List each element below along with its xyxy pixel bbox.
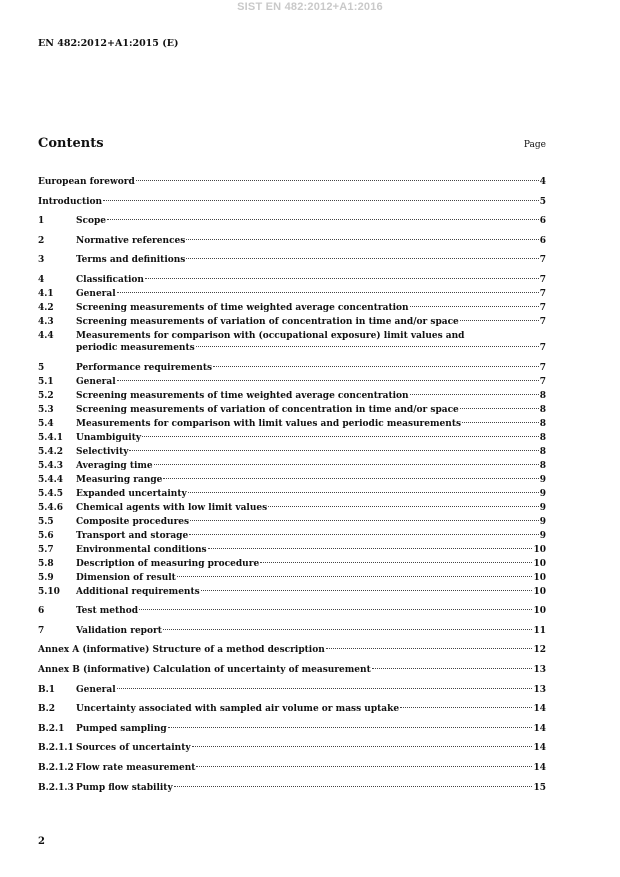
toc-entry-title: Dimension of result — [76, 572, 176, 583]
toc-entry-page: 15 — [533, 782, 546, 793]
toc-entry-number: 5.1 — [38, 376, 54, 387]
toc-entry[interactable] — [38, 723, 546, 735]
toc-entry-page: 7 — [539, 376, 546, 387]
toc-entry[interactable] — [38, 316, 546, 328]
dot-leader — [129, 450, 538, 451]
toc-entry-number: 4.1 — [38, 288, 54, 299]
toc-entry-number: 4.3 — [38, 316, 54, 327]
dot-leader — [196, 766, 532, 767]
table-of-contents — [38, 176, 546, 794]
toc-entry[interactable] — [38, 302, 546, 314]
toc-entry-number: B.2 — [38, 704, 56, 715]
dot-leader — [372, 668, 533, 669]
page-title: Contents — [38, 136, 104, 151]
toc-entry[interactable] — [38, 558, 546, 570]
toc-entry[interactable] — [38, 196, 546, 208]
toc-entry-number: 4.4 — [38, 330, 54, 341]
toc-entry-number: 5.10 — [38, 586, 60, 597]
toc-entry[interactable] — [38, 390, 546, 402]
dot-leader — [186, 239, 538, 240]
dot-leader — [326, 648, 533, 649]
toc-entry-title: European foreword — [38, 177, 135, 187]
toc-entry-title: Unambiguity — [76, 432, 142, 443]
toc-entry[interactable] — [38, 288, 546, 300]
toc-entry-page: 9 — [539, 474, 546, 485]
toc-entry-title: Averaging time — [76, 460, 153, 471]
toc-entry-title: Annex A (informative) Structure of a method description — [38, 645, 325, 656]
toc-entry[interactable] — [38, 684, 546, 696]
watermark: SIST EN 482:2012+A1:2016 — [237, 1, 383, 13]
toc-entry-page: 8 — [539, 460, 546, 471]
dot-leader — [177, 576, 533, 577]
page-column-label: Page — [523, 140, 546, 150]
toc-entry-page: 9 — [539, 530, 546, 541]
dot-leader — [186, 258, 538, 259]
toc-entry-page: 9 — [539, 488, 546, 499]
toc-entry-title: Annex B (informative) Calculation of uncertainty of measurement — [38, 664, 371, 675]
toc-entry[interactable] — [38, 418, 546, 430]
toc-entry-title: Classification — [76, 274, 144, 285]
dot-leader — [196, 346, 539, 347]
toc-entry[interactable] — [38, 530, 546, 542]
toc-entry-number: 5.4 — [38, 418, 54, 429]
dot-leader — [213, 366, 539, 367]
toc-entry-title: Pump flow stability — [76, 782, 173, 793]
toc-entry[interactable] — [38, 586, 546, 598]
dot-leader — [117, 380, 539, 381]
toc-entry-page: 7 — [539, 342, 546, 353]
toc-entry[interactable] — [38, 644, 546, 656]
toc-entry-title: Terms and definitions — [76, 255, 186, 266]
toc-entry[interactable] — [38, 742, 546, 754]
toc-entry[interactable] — [38, 460, 546, 472]
toc-entry[interactable] — [38, 516, 546, 528]
toc-entry-number: 1 — [38, 216, 45, 227]
dot-leader — [163, 478, 538, 479]
toc-entry-number: 5.9 — [38, 572, 54, 583]
toc-entry-number: B.1 — [38, 684, 56, 695]
toc-entry[interactable] — [38, 376, 546, 388]
dot-leader — [189, 534, 539, 535]
toc-entry[interactable] — [38, 235, 546, 247]
toc-entry-number: 5.4.4 — [38, 474, 64, 485]
dot-leader — [188, 492, 539, 493]
dot-leader — [208, 548, 533, 549]
toc-entry-page: 10 — [533, 558, 546, 569]
toc-entry-page: 13 — [533, 684, 546, 695]
dot-leader — [163, 629, 533, 630]
dot-leader — [103, 200, 539, 201]
toc-entry[interactable] — [38, 605, 546, 617]
toc-entry-title: Measurements for comparison with limit values and periodic measurements — [76, 418, 462, 429]
dot-leader — [154, 464, 539, 465]
toc-entry-page: 7 — [539, 302, 546, 313]
toc-entry-page: 8 — [539, 418, 546, 429]
toc-entry-title: Chemical agents with low limit values — [76, 502, 268, 513]
toc-entry-page: 14 — [533, 743, 546, 754]
toc-entry-title: Introduction — [38, 196, 103, 207]
toc-entry[interactable] — [38, 274, 546, 286]
toc-entry-title: Composite procedures — [76, 516, 190, 527]
toc-entry-page: 7 — [539, 316, 546, 327]
dot-leader — [201, 590, 533, 591]
toc-entry[interactable] — [38, 446, 546, 458]
toc-entry-title: Screening measurements of variation of concentration in time and/or space — [76, 316, 459, 327]
toc-entry-title: Screening measurements of time weighted average concentration — [76, 302, 409, 313]
toc-entry-title: Normative references — [76, 235, 186, 246]
toc-entry[interactable] — [38, 474, 546, 486]
toc-entry-number: 5.4.2 — [38, 446, 64, 457]
toc-entry-title: Measurements for comparison with (occupational exposure) limit values and — [76, 330, 465, 341]
dot-leader — [400, 707, 532, 708]
toc-entry-number: 5.4.5 — [38, 488, 64, 499]
toc-entry[interactable] — [38, 502, 546, 514]
toc-entry-number: 2 — [38, 235, 45, 246]
toc-entry[interactable] — [38, 404, 546, 416]
dot-leader — [190, 520, 539, 521]
toc-entry[interactable] — [38, 664, 546, 676]
toc-entry-number: 3 — [38, 255, 45, 266]
toc-entry-title: Sources of uncertainty — [76, 743, 191, 754]
toc-entry-number: 5.2 — [38, 390, 54, 401]
toc-entry-page: 11 — [533, 625, 546, 636]
toc-entry-title: Description of measuring procedure — [76, 558, 260, 569]
dot-leader — [462, 422, 539, 423]
document-id: EN 482:2012+A1:2015 (E) — [38, 38, 179, 49]
dot-leader — [139, 609, 532, 610]
toc-entry-page: 10 — [533, 544, 546, 555]
dot-leader — [168, 727, 533, 728]
toc-entry-page: 7 — [539, 288, 546, 299]
toc-entry-page: 12 — [533, 645, 546, 656]
dot-leader — [107, 219, 539, 220]
toc-entry-page: 7 — [539, 274, 546, 285]
toc-entry-number: 5.4.1 — [38, 432, 64, 443]
dot-leader — [410, 306, 539, 307]
toc-entry-page: 10 — [533, 572, 546, 583]
toc-entry-title: Scope — [76, 216, 107, 227]
toc-entry[interactable] — [38, 215, 546, 227]
dot-leader — [142, 436, 539, 437]
toc-entry-title: General — [76, 288, 116, 299]
toc-entry-page: 13 — [533, 664, 546, 675]
toc-entry-page: 8 — [539, 432, 546, 443]
toc-entry-page: 7 — [539, 255, 546, 266]
toc-entry[interactable] — [38, 432, 546, 444]
toc-entry-title: Selectivity — [76, 446, 129, 457]
toc-entry-title: Screening measurements of variation of concentration in time and/or space — [76, 404, 459, 415]
toc-entry-title: Environmental conditions — [76, 544, 207, 555]
dot-leader — [460, 408, 539, 409]
toc-entry-number: 5.8 — [38, 558, 54, 569]
toc-entry-number: 5.3 — [38, 404, 54, 415]
toc-entry[interactable] — [38, 254, 546, 266]
toc-entry-page: 14 — [533, 723, 546, 734]
toc-entry[interactable] — [38, 176, 546, 188]
toc-entry-title: Measuring range — [76, 474, 163, 485]
toc-entry[interactable] — [38, 625, 546, 637]
dot-leader — [460, 320, 539, 321]
toc-entry[interactable] — [38, 703, 546, 715]
toc-entry[interactable] — [38, 782, 546, 794]
dot-leader — [174, 786, 533, 787]
toc-entry-title: Uncertainty associated with sampled air volume or mass uptake — [76, 704, 400, 715]
toc-entry-title-continued: periodic measurements — [76, 342, 195, 353]
toc-entry-page: 14 — [533, 762, 546, 773]
toc-entry-title: Flow rate measurement — [76, 762, 196, 773]
toc-entry-title: Test method — [76, 606, 138, 617]
toc-entry-title: Additional requirements — [76, 586, 200, 597]
toc-entry-title: Screening measurements of time weighted average concentration — [76, 390, 409, 401]
toc-entry[interactable] — [38, 330, 546, 342]
toc-entry-title: Performance requirements — [76, 362, 213, 373]
toc-entry-title: General — [76, 376, 116, 387]
toc-entry-number: 5.5 — [38, 516, 54, 527]
toc-entry-number: 5 — [38, 362, 45, 373]
toc-entry-page: 10 — [533, 606, 546, 617]
toc-entry-number: B.2.1.2 — [38, 762, 74, 773]
dot-leader — [192, 746, 533, 747]
toc-entry-number: 6 — [38, 606, 45, 617]
dot-leader — [136, 180, 539, 181]
toc-entry-number: 4.2 — [38, 302, 54, 313]
toc-entry-page: 4 — [539, 177, 546, 187]
toc-entry-title: General — [76, 684, 116, 695]
toc-entry[interactable] — [38, 544, 546, 556]
toc-entry-page: 6 — [539, 235, 546, 246]
toc-entry-page: 9 — [539, 502, 546, 513]
toc-entry-page: 7 — [539, 362, 546, 373]
toc-entry-number: 5.4.3 — [38, 460, 64, 471]
toc-entry[interactable] — [38, 362, 546, 374]
toc-entry-page: 8 — [539, 390, 546, 401]
toc-entry-title: Validation report — [76, 625, 162, 636]
dot-leader — [410, 394, 539, 395]
toc-entry[interactable] — [38, 488, 546, 500]
toc-entry-number: B.2.1 — [38, 723, 65, 734]
dot-leader — [260, 562, 532, 563]
toc-entry-number: 5.4.6 — [38, 502, 64, 513]
toc-entry-number: 5.6 — [38, 530, 54, 541]
toc-entry-continuation[interactable] — [38, 342, 546, 354]
dot-leader — [117, 292, 539, 293]
toc-entry-title: Expanded uncertainty — [76, 488, 187, 499]
toc-entry[interactable] — [38, 572, 546, 584]
toc-entry-page: 6 — [539, 216, 546, 227]
toc-entry-number: 4 — [38, 274, 45, 285]
toc-entry[interactable] — [38, 762, 546, 774]
toc-entry-page: 10 — [533, 586, 546, 597]
toc-entry-page: 8 — [539, 404, 546, 415]
toc-entry-page: 5 — [539, 196, 546, 207]
toc-entry-page: 14 — [533, 704, 546, 715]
page-number: 2 — [38, 836, 45, 847]
dot-leader — [145, 278, 539, 279]
toc-entry-number: B.2.1.1 — [38, 743, 74, 754]
dot-leader — [268, 506, 539, 507]
dot-leader — [117, 688, 533, 689]
toc-entry-title: Pumped sampling — [76, 723, 167, 734]
toc-entry-number: B.2.1.3 — [38, 782, 74, 793]
toc-entry-number: 5.7 — [38, 544, 54, 555]
toc-entry-page: 9 — [539, 516, 546, 527]
toc-entry-number: 7 — [38, 625, 45, 636]
toc-entry-title: Transport and storage — [76, 530, 189, 541]
toc-entry-page: 8 — [539, 446, 546, 457]
